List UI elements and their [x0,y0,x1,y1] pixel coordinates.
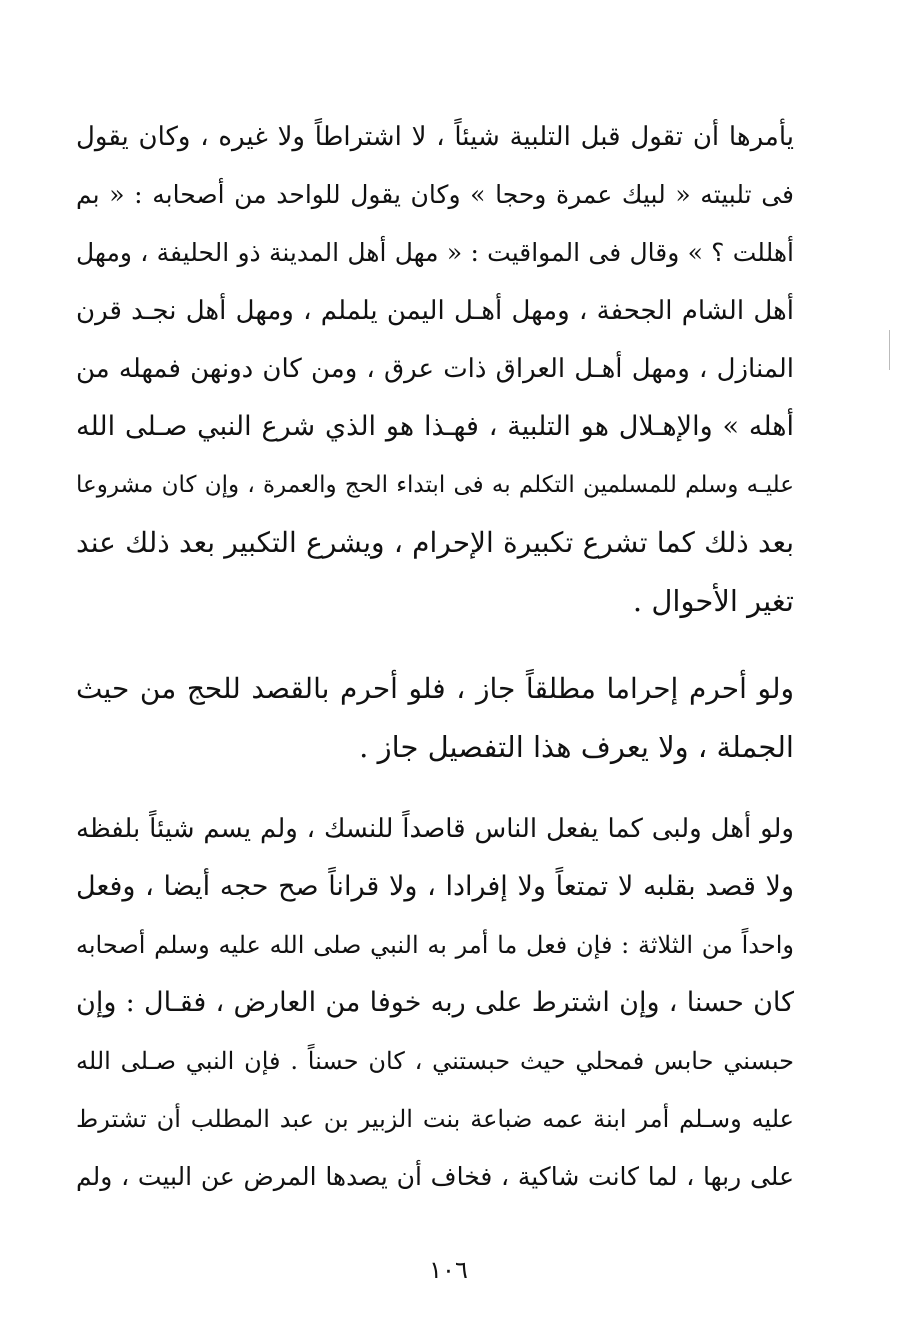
text-line: على ربها ، لما كانت شاكية ، فخاف أن يصدها المرض عن البيت ، ولم [76,1162,794,1191]
text-line: ولا قصد بقلبه لا تمتعاً ولا إفرادا ، ولا قراناً صح حجه أيضا ، وفعل [76,871,794,902]
paragraph-1 [76,108,794,630]
paragraph-2 [76,660,794,776]
text-line: المنازل ، ومهل أهـل العراق ذات عرق ، ومن كان دونهن فمهله من [76,354,794,384]
text-line: ولو أحرم إحراما مطلقاً جاز ، فلو أحرم بالقصد للحج من حيث [76,672,794,705]
paragraph-3 [76,800,794,1206]
text-line: عليـه وسلم للمسلمين التكلم به فى ابتداء الحج والعمرة ، وإن كان مشروعا [76,472,794,498]
text-line: أهله » والإهـلال هو التلبية ، فهـذا هو الذي شرع النبي صـلى الله [76,411,794,442]
text-line: أهل الشام الجحفة ، ومهل أهـل اليمن يلملم ، ومهل أهل نجـد قرن [76,296,794,326]
text-line: فى تلبيته « لبيك عمرة وحجا » وكان يقول للواحد من أصحابه : « بم [76,180,794,209]
text-line: حبسني حابس فمحلي حيث حبستني ، كان حسناً . فإن النبي صـلى الله [76,1047,794,1075]
text-line: أهللت ؟ » وقال فى المواقيت : « مهل أهل المدينة ذو الحليفة ، ومهل [76,238,794,267]
page-number: ١٠٦ [429,1256,468,1284]
text-line: ولو أهل ولبى كما يفعل الناس قاصداً للنسك ، ولم يسم شيئاً بلفظه [76,814,794,844]
text-line: تغير الأحوال . [632,584,794,618]
text-line: واحداً من الثلاثة : فإن فعل ما أمر به النبي صلى الله عليه وسلم أصحابه [76,931,794,959]
text-line: يأمرها أن تقول قبل التلبية شيئاً ، لا اشتراطاً ولا غيره ، وكان يقول [76,122,794,152]
text-line: بعد ذلك كما تشرع تكبيرة الإحرام ، ويشرع التكبير بعد ذلك عند [76,526,794,559]
text-line: كان حسنا ، وإن اشترط على ربه خوفا من العارض ، فقـال : وإن [76,987,794,1018]
scan-edge-mark [889,330,890,370]
text-line: الجملة ، ولا يعرف هذا التفصيل جاز . [359,730,794,764]
text-line: عليه وسـلم أمر ابنة عمه ضباعة بنت الزبير بن عبد المطلب أن تشترط [76,1105,794,1133]
